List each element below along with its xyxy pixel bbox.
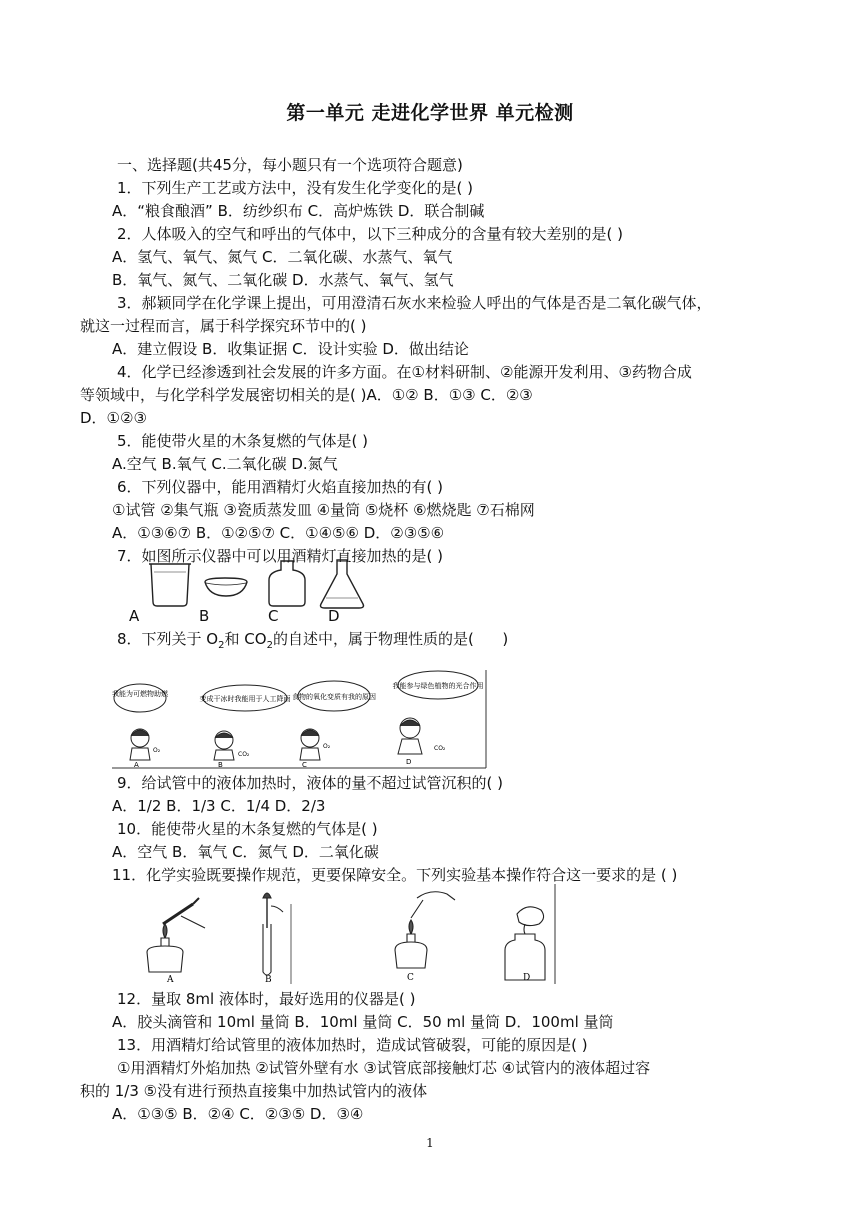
gas-label-c: O₂ [323,743,331,750]
q8-figure-cartoons [112,668,492,770]
q6-stem: 6．下列仪器中，能用酒精灯火焰直接加热的有( ) [117,478,444,496]
q4-stem-line2: 等领域中，与化学科学发展密切相关的是( )A．①② B．①③ C．②③ [80,386,533,404]
q11-figure-operations [137,884,557,986]
op-label-b: B [265,975,272,985]
evaporating-dish-icon [205,578,247,596]
q9-options: A．1/2 B．1/3 C．1/4 D．2/3 [112,797,326,815]
q3-stem-line1: 3．郝颖同学在化学课上提出，可用澄清石灰水来检验人呼出的气体是否是二氧化碳气体， [117,294,712,312]
q5-stem: 5．能使带火星的木条复燃的气体是( ) [117,432,369,450]
beaker-icon [149,564,191,606]
page-number: 1 [426,1136,434,1150]
q13-options: A．①③⑤ B．②④ C．②③⑤ D．③④ [112,1105,364,1123]
conical-flask-icon [321,560,364,608]
heating-test-tube-icon [147,898,205,972]
gas-label-b: CO₂ [238,751,250,758]
q13-items-line1: ①用酒精灯外焰加热 ②试管外壁有水 ③试管底部接触灯芯 ④试管内的液体超过容 [117,1059,651,1077]
q8-stem: 8．下列关于 $O_2$和 $CO_2$的自述中，属于物理性质的是( ) [117,630,509,651]
q7-stem: 7．如图所示仪器中可以用酒精灯直接加热的是( ) [117,547,444,565]
bubble-d-text: 我能参与绿色植物的光合作用 [392,682,484,690]
q2-stem: 2．人体吸入的空气和呼出的气体中，以下三种成分的含量有较大差别的是( ) [117,225,624,243]
q10-options: A．空气 B．氧气 C．氮气 D．二氧化碳 [112,843,379,861]
q13-stem: 13．用酒精灯给试管里的液体加热时，造成试管破裂，可能的原因是( ) [117,1036,588,1054]
gas-label-a: O₂ [153,747,161,754]
q1-stem: 1．下列生产工艺或方法中，没有发生化学变化的是( ) [117,179,474,197]
cartoon-label-d: D [406,758,412,766]
gas-label-d: CO₂ [434,745,446,752]
q13-items-line2: 积的 1/3 ⑤没有进行预热直接集中加热试管内的液体 [80,1082,428,1100]
q12-options: A．胶头滴管和 10ml 量筒 B．10ml 量筒 C．50 ml 量筒 D．100ml 量筒 [112,1013,614,1031]
section-heading: 一、选择题(共45分，每小题只有一个选项符合题意) [117,156,463,174]
page-title: 第一单元 走进化学世界 单元检测 [286,102,574,124]
q3-stem-line2: 就这一过程而言，属于科学探究环节中的( ) [80,317,367,335]
cartoon-girl-c-icon [300,729,320,760]
q7-label-a: A [129,607,140,625]
q4-stem-line3: D．①②③ [80,409,147,427]
q2-options-row1: A．氢气、氧气、氮气 C．二氧化碳、水蒸气、氧气 [112,248,453,266]
q5-options: A.空气 B.氧气 C.二氧化碳 D.氮气 [112,455,338,473]
smelling-gas-icon [505,907,545,980]
cartoon-label-b: B [218,761,223,769]
op-label-c: C [407,973,414,983]
q7-label-b: B [199,607,210,625]
op-label-d: D [523,973,531,983]
q2-options-row2: B．氧气、氮气、二氧化碳 D．水蒸气、氧气、氢气 [112,271,454,289]
q12-stem: 12．量取 8ml 液体时，最好选用的仪器是( ) [117,990,416,1008]
cartoon-boy-b-icon [214,731,234,760]
cartoon-boy-d-icon [398,718,422,754]
q4-stem-line1: 4．化学已经渗透到社会发展的许多方面。在①材料研制、②能源开发利用、③药物合成 [117,363,692,381]
q1-options: A．“粮食酿酒” B．纺纱织布 C．高炉炼铁 D．联合制碱 [112,202,485,220]
dropper-test-tube-icon [263,893,283,975]
cartoon-girl-a-icon [130,729,150,760]
lighting-lamp-icon [395,892,455,968]
bubble-c-text: 食物的氧化变质有我的原因 [292,693,376,701]
cartoon-label-c: C [302,761,307,769]
q6-items: ①试管 ②集气瓶 ③瓷质蒸发皿 ④量筒 ⑤烧杯 ⑥燃烧匙 ⑦石棉网 [112,501,535,519]
q6-options: A．①③⑥⑦ B．①②⑤⑦ C．①④⑤⑥ D．②③⑤⑥ [112,524,445,542]
q7-label-d: D [328,607,340,625]
q9-stem: 9．给试管中的液体加热时，液体的量不超过试管沉积的( ) [117,774,504,792]
q10-stem: 10．能使带火星的木条复燃的气体是( ) [117,820,378,838]
op-label-a: A [167,975,174,985]
bubble-a-text: 我能为可燃物助燃 [112,690,168,698]
q11-stem: 11．化学实验既要操作规范，更要保障安全。下列实验基本操作符合这一要求的是 ( ) [112,866,678,884]
q3-options: A．建立假设 B．收集证据 C．设计实验 D．做出结论 [112,340,469,358]
cartoon-label-a: A [134,761,139,769]
bubble-b-text: 变成干冰时我能用于人工降雨 [199,695,291,703]
q7-label-c: C [268,607,279,625]
gas-bottle-icon [269,561,305,606]
